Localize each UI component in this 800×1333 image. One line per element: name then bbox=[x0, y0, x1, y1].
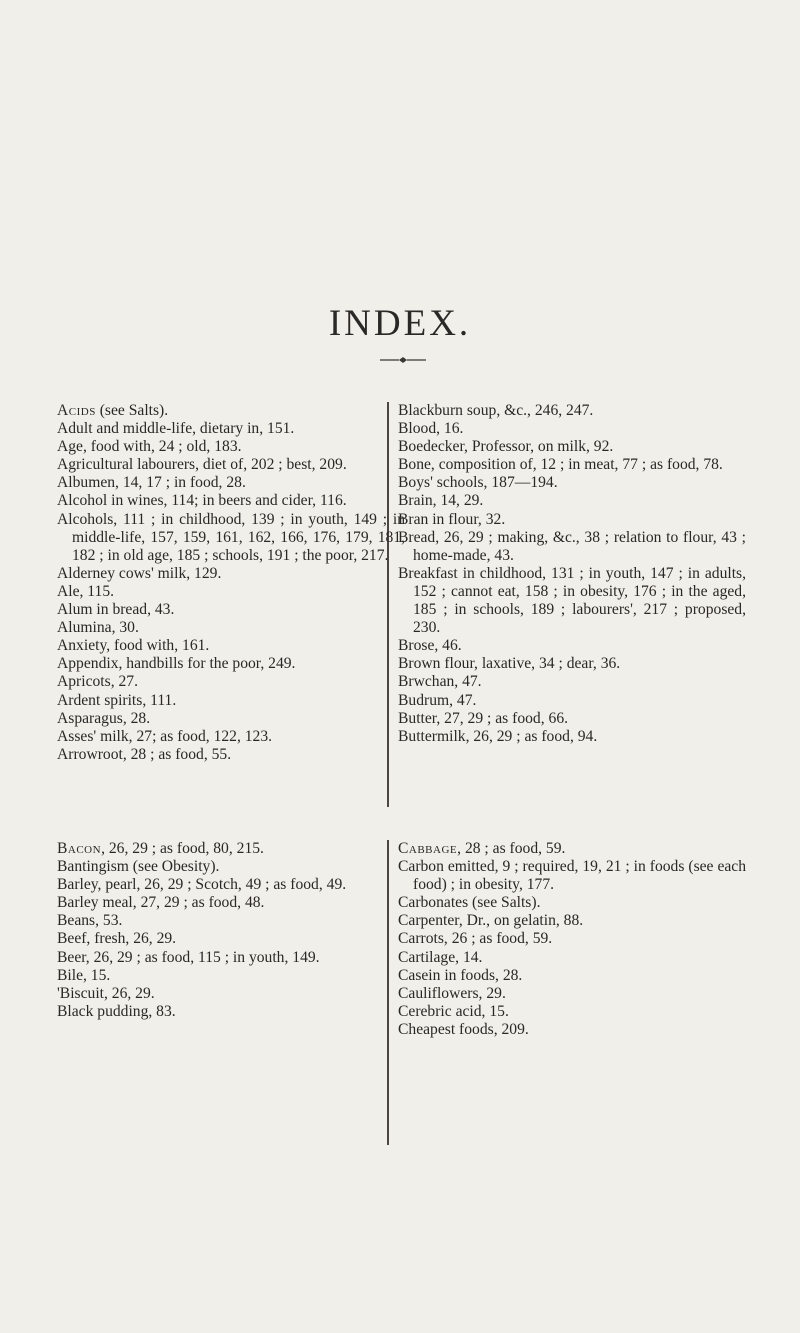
index-entry bbox=[398, 1003, 746, 1021]
index-entry bbox=[398, 511, 746, 529]
index-entry bbox=[398, 692, 746, 710]
index-entry bbox=[398, 930, 746, 948]
index-entry-text: Brown flour, laxative, 34 ; dear, 36. bbox=[398, 655, 621, 673]
index-entry bbox=[57, 876, 405, 894]
index-entry-text: Brose, 46. bbox=[398, 637, 462, 655]
index-entry bbox=[57, 930, 405, 948]
index-entry bbox=[398, 529, 746, 565]
index-entry bbox=[57, 511, 405, 565]
index-entry-text: Cerebric acid, 15. bbox=[398, 1002, 509, 1020]
index-entry-text: Anxiety, food with, 161. bbox=[57, 637, 210, 655]
index-letter-heading: Cabbage bbox=[398, 840, 458, 857]
index-entry-text: Asparagus, 28. bbox=[57, 709, 151, 727]
index-entry-text: Asses' milk, 27; as food, 122, 123. bbox=[57, 727, 273, 745]
index-letter-heading: Bacon bbox=[57, 840, 102, 857]
index-entry-text: 'Biscuit, 26, 29. bbox=[57, 984, 155, 1002]
index-entry-text: Alcohols, 111 ; in childhood, 139 ; in youth, 149 ; in middle-life, 157, 159, 161, 162, 166, 176, 179, 181, 182 ; in old age, 185 ; schools, 191 ; the poor, 217. bbox=[57, 510, 405, 564]
index-letter-heading: Acids bbox=[57, 402, 96, 419]
index-entry-text: Bread, 26, 29 ; making, &c., 38 ; relation to flour, 43 ; home-made, 43. bbox=[398, 528, 746, 564]
index-entry bbox=[398, 420, 746, 438]
index-entry-text: Blackburn soup, &c., 246, 247. bbox=[398, 402, 594, 419]
index-entry bbox=[57, 474, 405, 492]
index-entry bbox=[57, 438, 405, 456]
index-entry-text: Barley meal, 27, 29 ; as food, 48. bbox=[57, 894, 265, 912]
index-entry bbox=[57, 492, 405, 510]
index-entry bbox=[57, 692, 405, 710]
index-entry-text: , 28 ; as food, 59. bbox=[457, 840, 566, 857]
index-entry-text: Ardent spirits, 111. bbox=[57, 691, 177, 709]
index-entry-text: Brain, 14, 29. bbox=[398, 492, 484, 510]
index-entry-text: Bantingism (see Obesity). bbox=[57, 858, 220, 876]
index-entry-text: Albumen, 14, 17 ; in food, 28. bbox=[57, 474, 246, 492]
index-entry-text: Black pudding, 83. bbox=[57, 1002, 176, 1020]
index-section-c bbox=[398, 840, 746, 1039]
index-entry-text: Beef, fresh, 26, 29. bbox=[57, 930, 177, 948]
index-entry-text: Alumina, 30. bbox=[57, 619, 139, 637]
index-entry-text: Bran in flour, 32. bbox=[398, 510, 506, 528]
index-entry bbox=[398, 840, 746, 858]
index-section-bl bbox=[398, 402, 746, 746]
index-entry bbox=[57, 565, 405, 583]
index-entry-text: Adult and middle-life, dietary in, 151. bbox=[57, 420, 295, 438]
index-entry-text: Alum in bread, 43. bbox=[57, 601, 175, 619]
index-entry-text: Arrowroot, 28 ; as food, 55. bbox=[57, 745, 232, 763]
index-entry-text: Boys' schools, 187—194. bbox=[398, 474, 558, 492]
title-ornament bbox=[378, 354, 428, 366]
index-entry bbox=[57, 858, 405, 876]
index-entry bbox=[57, 673, 405, 691]
index-entry bbox=[398, 912, 746, 930]
index-entry bbox=[57, 601, 405, 619]
index-entry bbox=[398, 894, 746, 912]
index-entry bbox=[57, 619, 405, 637]
index-entry bbox=[57, 1003, 405, 1021]
index-entry bbox=[398, 949, 746, 967]
index-entry-text: Appendix, handbills for the poor, 249. bbox=[57, 655, 296, 673]
index-entry bbox=[57, 985, 405, 1003]
index-entry-text: Breakfast in childhood, 131 ; in youth, 147 ; in adults, 152 ; cannot eat, 158 ; in obesity, 176 ; in the aged, 185 ; in schools, 189 ; labourers', 217 ; proposed, 230. bbox=[398, 564, 746, 637]
index-entry bbox=[57, 912, 405, 930]
index-entry-text: Cauliflowers, 29. bbox=[398, 984, 506, 1002]
index-entry bbox=[57, 728, 405, 746]
index-entry-text: Blood, 16. bbox=[398, 420, 464, 438]
index-entry bbox=[398, 673, 746, 691]
index-entry-text: Carbonates (see Salts). bbox=[398, 894, 541, 912]
index-entry bbox=[57, 637, 405, 655]
index-entry bbox=[57, 746, 405, 764]
index-entry bbox=[398, 985, 746, 1003]
index-entry bbox=[398, 456, 746, 474]
index-entry-text: Bile, 15. bbox=[57, 966, 111, 984]
index-entry-text: Brwchan, 47. bbox=[398, 673, 482, 691]
index-entry bbox=[398, 474, 746, 492]
index-entry bbox=[57, 420, 405, 438]
index-entry-text: Alcohol in wines, 114; in beers and cider, 116. bbox=[57, 492, 347, 510]
page-title: INDEX. bbox=[328, 303, 472, 344]
index-entry bbox=[398, 402, 746, 420]
index-entry-text: Apricots, 27. bbox=[57, 673, 138, 691]
index-entry-text: Bone, composition of, 12 ; in meat, 77 ; as food, 78. bbox=[398, 456, 723, 474]
index-entry-text: Butter, 27, 29 ; as food, 66. bbox=[398, 709, 569, 727]
index-entry bbox=[398, 967, 746, 985]
index-entry bbox=[398, 565, 746, 637]
index-entry bbox=[57, 840, 405, 858]
index-entry bbox=[57, 402, 405, 420]
index-entry-text: Alderney cows' milk, 129. bbox=[57, 564, 222, 582]
index-entry-text: Carbon emitted, 9 ; required, 19, 21 ; in foods (see each food) ; in obesity, 177. bbox=[398, 858, 746, 894]
index-entry bbox=[57, 655, 405, 673]
index-entry bbox=[398, 438, 746, 456]
index-entry-text: Cartilage, 14. bbox=[398, 948, 483, 966]
index-entry-text: Casein in foods, 28. bbox=[398, 966, 523, 984]
index-entry-text: , 26, 29 ; as food, 80, 215. bbox=[101, 840, 264, 857]
index-entry-text: Carrots, 26 ; as food, 59. bbox=[398, 930, 553, 948]
index-section-b bbox=[57, 840, 405, 1021]
index-entry-text: Beer, 26, 29 ; as food, 115 ; in youth, 149. bbox=[57, 948, 320, 966]
index-entry-text: (see Salts). bbox=[95, 402, 169, 419]
index-entry-text: Age, food with, 24 ; old, 183. bbox=[57, 438, 242, 456]
index-entry-text: Ale, 115. bbox=[57, 582, 115, 600]
index-entry bbox=[57, 967, 405, 985]
index-entry bbox=[57, 894, 405, 912]
index-entry-text: Buttermilk, 26, 29 ; as food, 94. bbox=[398, 727, 598, 745]
index-entry-text: Agricultural labourers, diet of, 202 ; best, 209. bbox=[57, 456, 347, 474]
index-entry-text: Barley, pearl, 26, 29 ; Scotch, 49 ; as food, 49. bbox=[57, 876, 347, 894]
index-entry-text: Cheapest foods, 209. bbox=[398, 1020, 529, 1038]
index-entry-text: Carpenter, Dr., on gelatin, 88. bbox=[398, 912, 584, 930]
index-section-a bbox=[57, 402, 405, 764]
index-entry bbox=[398, 655, 746, 673]
index-entry bbox=[398, 728, 746, 746]
index-entry-text: Beans, 53. bbox=[57, 912, 123, 930]
index-entry bbox=[398, 637, 746, 655]
index-entry bbox=[398, 710, 746, 728]
index-entry-text: Boedecker, Professor, on milk, 92. bbox=[398, 438, 614, 456]
index-entry bbox=[57, 456, 405, 474]
index-entry bbox=[57, 710, 405, 728]
index-entry bbox=[398, 1021, 746, 1039]
index-entry-text: Budrum, 47. bbox=[398, 691, 477, 709]
index-entry bbox=[57, 583, 405, 601]
index-entry bbox=[398, 858, 746, 894]
index-entry bbox=[398, 492, 746, 510]
index-entry bbox=[57, 949, 405, 967]
